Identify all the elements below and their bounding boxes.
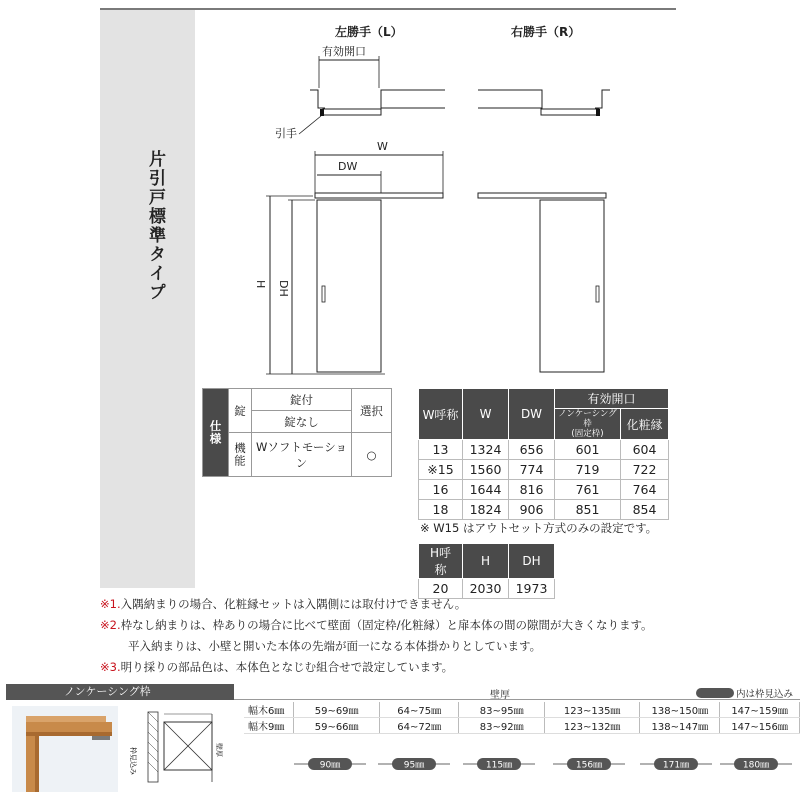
frame-depth-marker [720,758,792,771]
size-row [419,440,669,460]
dw-label: DW [338,160,358,173]
frame-photo [12,706,118,792]
lock-option-2: 錠なし [252,411,352,433]
dh-value: 1973 [509,579,555,599]
size-row [419,480,669,500]
wall-side-label: 壁厚 [215,743,223,757]
col-h-name: H呼称 [419,544,463,579]
size-cell: 719 [555,460,621,480]
frame-depth-marker [463,758,535,771]
wall-range-cell: 123~132㎜ [544,718,640,734]
note-2b: 平入納まりは、小壁と開いた本体の先端が面一になる本体掛かりとしています。 [128,639,542,653]
wall-range-cell: 83~95㎜ [459,702,544,718]
wall-range-cell: 147~156㎜ [720,718,800,734]
legend-text: 内は枠見込み [736,689,794,700]
lock-option-1: 錠付 [252,389,352,411]
baseboard-label: 幅木9㎜ [244,718,294,734]
wall-range-cell: 59~69㎜ [294,702,379,718]
frame-depth-value: 180㎜ [742,760,770,771]
left-heading: 左勝手（L） [335,25,403,39]
wall-range-cell: 123~135㎜ [544,702,640,718]
frame-depth-value: 95㎜ [403,760,425,771]
frame-depth-marker [553,758,625,771]
size-cell: 764 [621,480,669,500]
wall-range-cell: 138~150㎜ [640,702,720,718]
spec-table [202,388,392,477]
baseboard-label: 幅木6㎜ [244,702,294,718]
col-opening: 有効開口 [555,389,669,409]
frame-depth-marker [378,758,450,771]
notes [100,594,653,678]
frame-section-diagram [128,704,238,794]
frame-depth-value: 156㎜ [575,760,603,771]
wall-row [244,702,800,718]
h-name-value: 20 [419,579,463,599]
page-title: 片引戸標準タイプ [145,150,165,302]
size-cell: ※15 [419,460,463,480]
size-cell: 722 [621,460,669,480]
frame-depth-marker [640,758,712,771]
size-row [419,460,669,480]
wall-range-cell: 64~75㎜ [379,702,459,718]
col-dh: DH [509,544,555,579]
note-3: ※3.明り採りの部品色は、本体色となじむ組合せで設定しています。 [100,660,454,674]
noncasing-tab: ノンケーシング枠 [6,684,234,700]
h-label: H [254,280,267,289]
size-cell: 816 [509,480,555,500]
note-2: ※2.枠なし納まりは、枠ありの場合に比べて壁面（固定枠/化粧縁）と扉本体の間の隙間が大きくなります。 [100,618,653,632]
size-cell: 1824 [463,500,509,520]
function-mark: ○ [352,433,392,477]
h-value: 2030 [463,579,509,599]
col-w-name: W呼称 [419,389,463,440]
size-cell: 1560 [463,460,509,480]
door-diagram [195,10,685,390]
col-h: H [463,544,509,579]
wall-thickness-grid [244,702,800,734]
wall-range-cell: 59~66㎜ [294,718,379,734]
size-cell: 16 [419,480,463,500]
wall-label: 壁厚 [490,690,510,701]
select-label: 選択 [352,389,392,433]
handle-label: 引手 [275,127,297,140]
size-cell: 13 [419,440,463,460]
frame-depth-value: 171㎜ [662,760,690,771]
size-cell: 18 [419,500,463,520]
col-w: W [463,389,509,440]
size-cell: 1324 [463,440,509,460]
size-cell: 1644 [463,480,509,500]
lock-label: 錠 [229,389,252,433]
right-heading: 右勝手（R） [511,25,581,39]
note-1: ※1.入隅納まりの場合、化粧縁セットは入隅側には取付けできません。 [100,597,467,611]
effective-opening-label: 有効開口 [322,45,366,58]
wall-row [244,718,800,734]
frame-depth-value: 90㎜ [319,760,341,771]
wall-range-cell: 138~147㎜ [640,718,720,734]
size-cell: 774 [509,460,555,480]
legend-pill-icon [696,688,734,698]
sizes-table [418,388,669,520]
size-cell: 604 [621,440,669,460]
noncasing-section [0,684,800,800]
size-cell: 854 [621,500,669,520]
col-noncasing: ノンケーシング枠 (固定枠) [555,409,621,440]
col-trim: 化粧縁 [621,409,669,440]
size-cell: 761 [555,480,621,500]
frame-depth-marker [294,758,366,771]
frame-depth-arrows [244,734,800,794]
frame-depth-value: 115㎜ [485,760,513,771]
wall-range-cell: 64~72㎜ [379,718,459,734]
size-cell: 656 [509,440,555,460]
size-cell: 601 [555,440,621,460]
h-size-table [418,543,555,599]
wall-range-cell: 83~92㎜ [459,718,544,734]
col-dw: DW [509,389,555,440]
dh-label: DH [277,280,290,297]
spec-header: 仕様 [203,389,229,477]
function-label: 機能 [229,433,252,477]
function-value: Wソフトモーション [252,433,352,477]
size-row [419,500,669,520]
size-cell: 851 [555,500,621,520]
wall-range-cell: 147~159㎜ [720,702,800,718]
w15-note: ※ W15 はアウトセット方式のみの設定です。 [420,521,658,535]
size-cell: 906 [509,500,555,520]
frame-depth-label: 枠見込み [129,747,137,775]
w-label: W [377,140,388,153]
